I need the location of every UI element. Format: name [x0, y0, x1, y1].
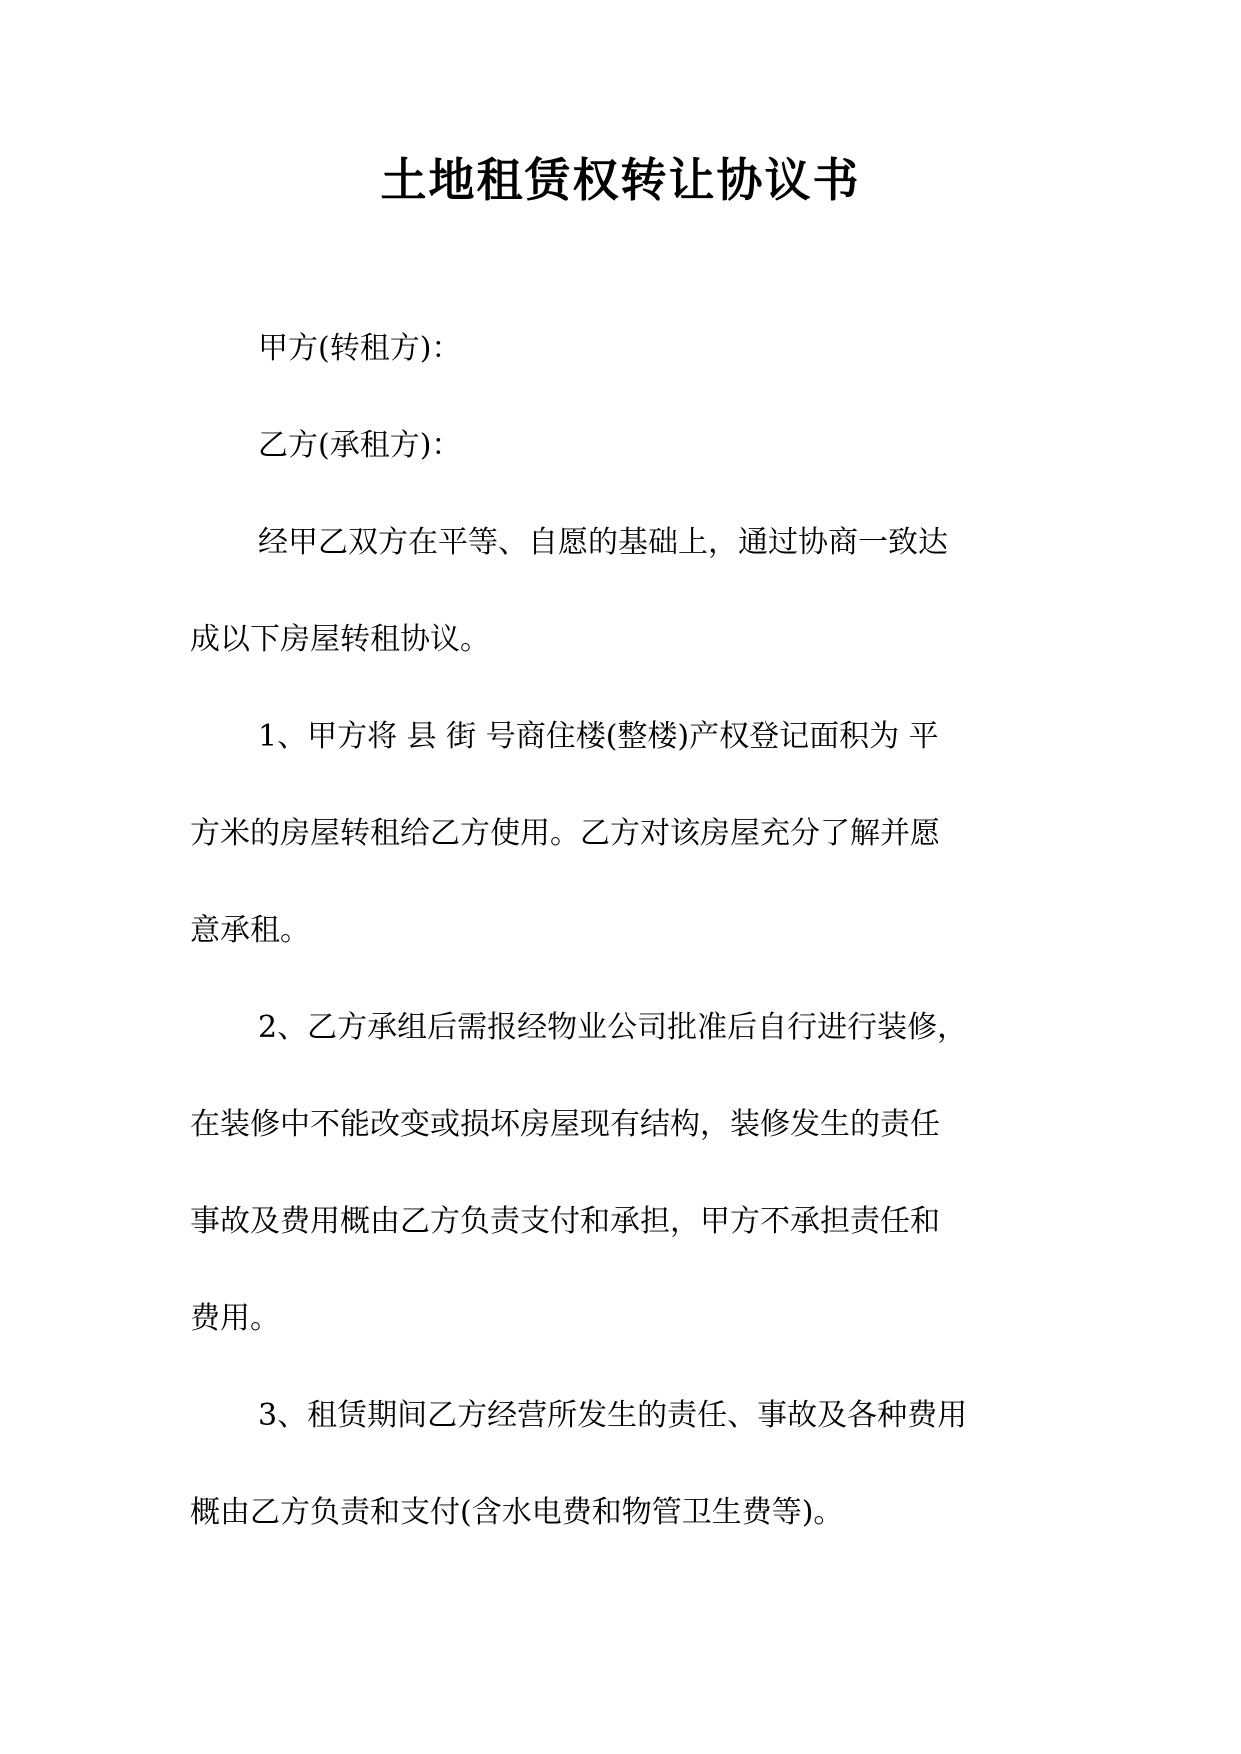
party-a-line: 甲方(转租方)：	[258, 331, 462, 366]
clause-1-line-3: 意承租。	[190, 913, 310, 948]
clause-2-line-2: 在装修中不能改变或损坏房屋现有结构，装修发生的责任	[190, 1107, 940, 1142]
clause-3-line-1: 3、租赁期间乙方经营所发生的责任、事故及各种费用	[258, 1398, 968, 1433]
clause-1-line-1: 1、甲方将 县 街 号商住楼(整楼)产权登记面积为 平	[258, 719, 939, 754]
clause-1-line-2: 方米的房屋转租给乙方使用。乙方对该房屋充分了解并愿	[190, 816, 940, 851]
intro-paragraph-line-1: 经甲乙双方在平等、自愿的基础上，通过协商一致达	[258, 525, 948, 560]
document-title: 土地租赁权转让协议书	[380, 153, 861, 207]
document-body	[190, 300, 1050, 1561]
clause-2-line-3: 事故及费用概由乙方负责支付和承担，甲方不承担责任和	[190, 1204, 940, 1239]
intro-paragraph-line-2: 成以下房屋转租协议。	[190, 622, 490, 657]
party-b-line: 乙方(承租方)：	[258, 428, 462, 463]
clause-2-line-4: 费用。	[190, 1301, 280, 1336]
clause-2-line-1: 2、乙方承组后需报经物业公司批准后自行进行装修，	[258, 1010, 968, 1045]
clause-3-line-2: 概由乙方负责和支付(含水电费和物管卫生费等)。	[190, 1495, 844, 1530]
